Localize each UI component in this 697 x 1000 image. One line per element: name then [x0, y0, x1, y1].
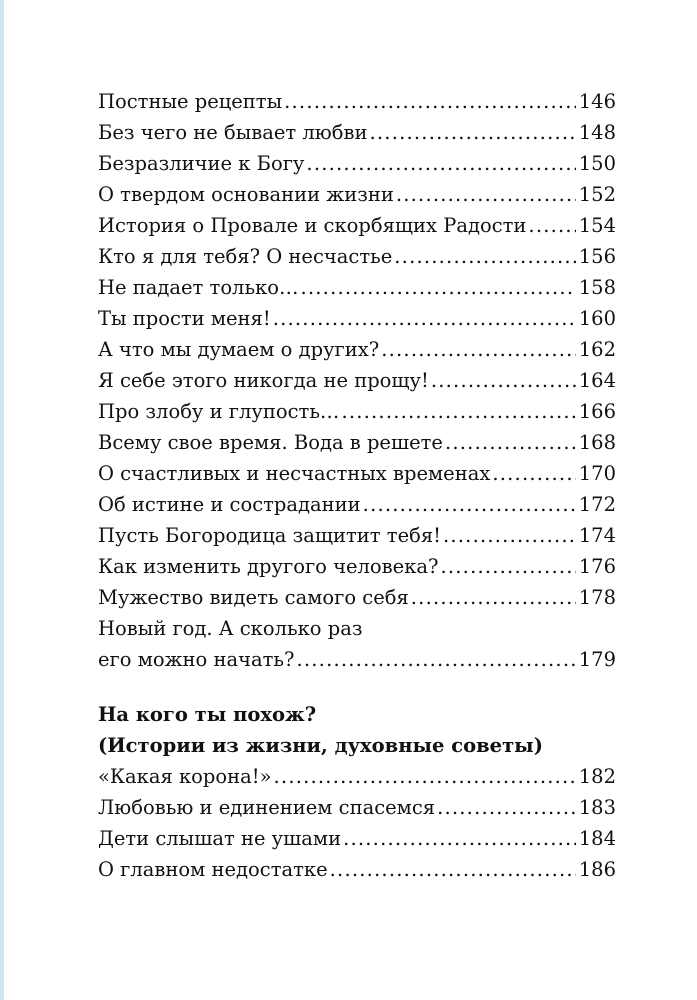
- toc-entry-title: Пусть Богородица защитит тебя!: [98, 524, 441, 547]
- toc-entry[interactable]: [98, 582, 616, 613]
- toc-entry-title: Мужество видеть самого себя: [98, 586, 409, 609]
- dot-leader: [300, 272, 575, 303]
- dot-leader: [284, 86, 576, 117]
- toc-section: [98, 699, 616, 885]
- toc-entry[interactable]: [98, 334, 616, 365]
- table-of-contents: [98, 86, 616, 885]
- toc-entry-title: О твердом основании жизни: [98, 183, 394, 206]
- dot-leader: [445, 427, 576, 458]
- dot-leader: [296, 644, 575, 675]
- toc-entry-page: 182: [578, 765, 616, 788]
- toc-entry-title: Без чего не бывает любви: [98, 121, 368, 144]
- toc-entry-title: Как изменить другого человека?: [98, 555, 439, 578]
- toc-entry[interactable]: [98, 823, 616, 854]
- toc-entry-title: Я себе этого никогда не прощу!: [98, 369, 429, 392]
- toc-entry-title-line1: Новый год. А сколько раз: [98, 617, 363, 640]
- toc-entry-page: 172: [578, 493, 616, 516]
- section-heading-line2: (Истории из жизни, духовные советы): [98, 734, 543, 757]
- dot-leader: [396, 179, 576, 210]
- toc-entry-page: 170: [578, 462, 616, 485]
- toc-entry[interactable]: [98, 365, 616, 396]
- toc-entry-page: 174: [578, 524, 616, 547]
- toc-entry-title: Постные рецепты: [98, 90, 283, 113]
- toc-entry-title: История о Провале и скорбящих Радости: [98, 214, 527, 237]
- toc-entry[interactable]: [98, 489, 616, 520]
- dot-leader: [411, 582, 576, 613]
- toc-entry[interactable]: [98, 117, 616, 148]
- dot-leader: [274, 761, 576, 792]
- toc-entry[interactable]: [98, 427, 616, 458]
- dot-leader: [394, 241, 576, 272]
- toc-entry[interactable]: [98, 86, 616, 117]
- dot-leader: [330, 854, 576, 885]
- toc-entry-page: 152: [578, 183, 616, 206]
- toc-entry-page: 164: [578, 369, 616, 392]
- toc-entry[interactable]: [98, 179, 616, 210]
- dot-leader: [431, 365, 576, 396]
- toc-entry-page: 160: [578, 307, 616, 330]
- dot-leader: [306, 148, 575, 179]
- toc-entry-page: 148: [578, 121, 616, 144]
- toc-entry-page: 176: [578, 555, 616, 578]
- toc-entry[interactable]: [98, 520, 616, 551]
- toc-entry-page: 146: [578, 90, 616, 113]
- toc-entry-last-line: [98, 644, 616, 675]
- dot-leader: [343, 823, 576, 854]
- dot-leader: [363, 489, 576, 520]
- toc-entry-page: 186: [578, 858, 616, 881]
- toc-entry[interactable]: [98, 396, 616, 427]
- toc-entry-title: Кто я для тебя? О несчастье: [98, 245, 393, 268]
- toc-entry-title: Об истине и сострадании: [98, 493, 361, 516]
- toc-entry-page: 168: [578, 431, 616, 454]
- toc-entry-multiline[interactable]: [98, 613, 616, 675]
- dot-leader: [492, 458, 575, 489]
- dot-leader: [443, 520, 576, 551]
- dot-leader: [440, 551, 575, 582]
- page-edge: [0, 0, 4, 1000]
- dot-leader: [381, 334, 576, 365]
- toc-entry-page: 178: [578, 586, 616, 609]
- toc-entry-page: 183: [578, 796, 616, 819]
- toc-entry-page: 162: [578, 338, 616, 361]
- toc-entry-title: А что мы думаем о других?: [98, 338, 380, 361]
- toc-entry[interactable]: [98, 303, 616, 334]
- dot-leader: [528, 210, 575, 241]
- toc-entry[interactable]: [98, 241, 616, 272]
- toc-entry-title: Про злобу и глупость…: [98, 400, 340, 423]
- dot-leader: [437, 792, 576, 823]
- toc-entry-title: Не падает только…: [98, 276, 299, 299]
- toc-entry-title: Любовью и единением спасемся: [98, 796, 436, 819]
- toc-entry[interactable]: [98, 792, 616, 823]
- toc-entry-page: 166: [578, 400, 616, 423]
- toc-entry-title: «Какая корона!»: [98, 765, 272, 788]
- toc-entry[interactable]: [98, 854, 616, 885]
- toc-entry-title: Безразличие к Богу: [98, 152, 305, 175]
- toc-entry-page: 150: [578, 152, 616, 175]
- toc-entry-page: 158: [578, 276, 616, 299]
- toc-entry-page: 179: [578, 648, 616, 671]
- toc-entry-page: 184: [578, 827, 616, 850]
- toc-entry[interactable]: [98, 551, 616, 582]
- toc-entry-title-line2: его можно начать?: [98, 648, 295, 671]
- section-heading-line1: На кого ты похож?: [98, 703, 317, 726]
- dot-leader: [370, 117, 576, 148]
- toc-entry[interactable]: [98, 761, 616, 792]
- toc-entry[interactable]: [98, 210, 616, 241]
- toc-entry[interactable]: [98, 272, 616, 303]
- toc-entry-title: Дети слышат не ушами: [98, 827, 342, 850]
- toc-entry[interactable]: [98, 148, 616, 179]
- toc-entry-page: 156: [578, 245, 616, 268]
- toc-entry-title: Всему свое время. Вода в решете: [98, 431, 443, 454]
- toc-entry-title: Ты прости меня!: [98, 307, 271, 330]
- toc-entry-page: 154: [578, 214, 616, 237]
- toc-entry-title: О счастливых и несчастных временах: [98, 462, 491, 485]
- dot-leader: [273, 303, 576, 334]
- toc-entry[interactable]: [98, 458, 616, 489]
- toc-entry-title: О главном недостатке: [98, 858, 328, 881]
- dot-leader: [341, 396, 575, 427]
